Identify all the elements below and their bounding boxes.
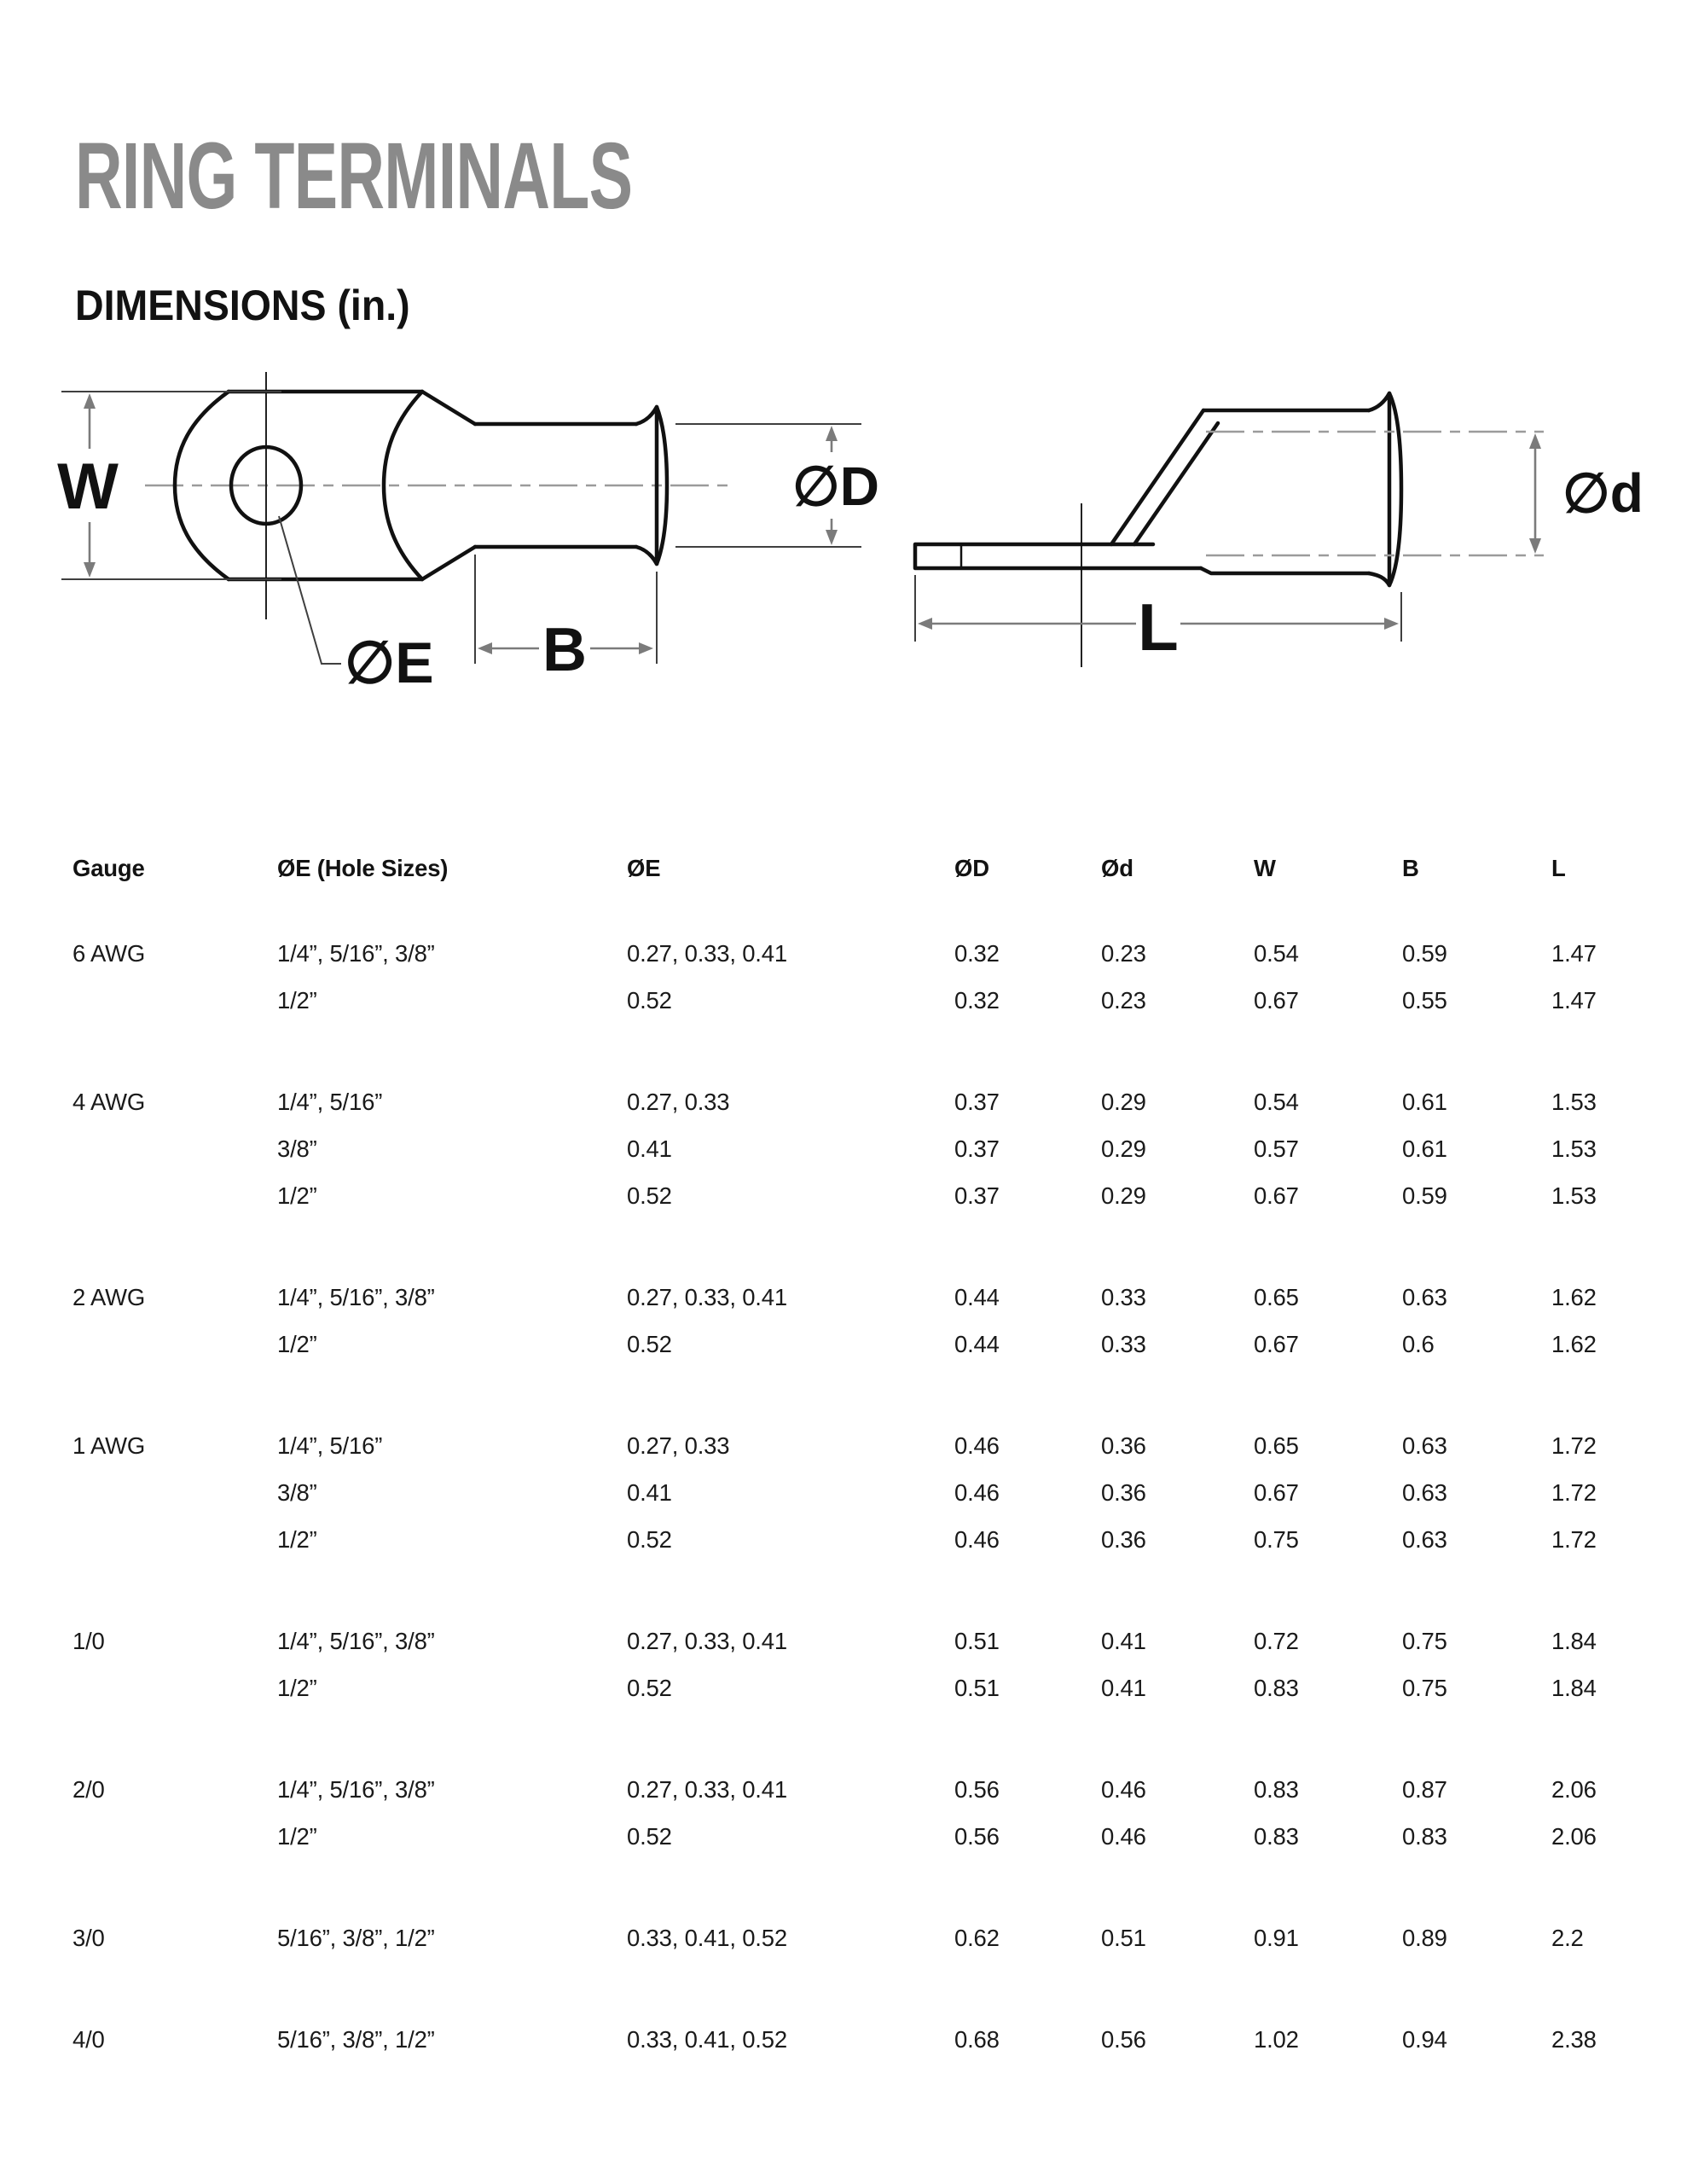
cell-od_lower: 0.33 (1101, 1283, 1146, 1310)
w-arrow-down (84, 562, 96, 578)
cell-od: 0.56 (954, 1822, 1000, 1850)
cell-b: 0.63 (1402, 1432, 1447, 1459)
cell-w: 0.65 (1254, 1432, 1299, 1459)
table-row (72, 1321, 1667, 1368)
table-row (72, 1766, 1667, 1813)
cell-w: 0.83 (1254, 1775, 1299, 1803)
cell-l: 1.62 (1551, 1330, 1597, 1357)
gauge-group (72, 1274, 1667, 1368)
cell-gauge: 1/0 (72, 1627, 105, 1654)
cell-oe: 0.52 (627, 986, 672, 1014)
cell-oe: 0.27, 0.33, 0.41 (627, 1775, 787, 1803)
gauge-group (72, 1914, 1667, 1961)
cell-l: 1.72 (1551, 1478, 1597, 1506)
table-row (72, 2016, 1667, 2063)
table-row (72, 1914, 1667, 1961)
cell-w: 0.72 (1254, 1627, 1299, 1654)
column-header-od: ØD (954, 854, 989, 881)
cell-l: 1.84 (1551, 1674, 1597, 1701)
cell-b: 0.61 (1402, 1135, 1447, 1162)
cell-l: 1.47 (1551, 986, 1597, 1014)
cell-hole_sizes: 1/4”, 5/16”, 3/8” (277, 939, 435, 967)
ring-terminal-side-view (915, 393, 1644, 667)
cell-gauge: 6 AWG (72, 939, 146, 967)
gauge-group (72, 1618, 1667, 1711)
cell-od: 0.46 (954, 1525, 1000, 1553)
cell-b: 0.6 (1402, 1330, 1435, 1357)
gauge-group (72, 1078, 1667, 1219)
cell-b: 0.63 (1402, 1283, 1447, 1310)
cell-oe: 0.52 (627, 1330, 672, 1357)
table-row (72, 1125, 1667, 1172)
cell-l: 2.06 (1551, 1775, 1597, 1803)
cell-od: 0.37 (954, 1182, 1000, 1209)
cell-w: 0.75 (1254, 1525, 1299, 1553)
oe-label: ∅E (345, 630, 434, 695)
cell-b: 0.63 (1402, 1525, 1447, 1553)
cell-b: 0.94 (1402, 2025, 1447, 2053)
cell-oe: 0.27, 0.33, 0.41 (627, 1627, 787, 1654)
cell-hole_sizes: 1/4”, 5/16” (277, 1088, 383, 1115)
w-arrow-up (84, 393, 96, 409)
b-arrow-right (639, 642, 653, 654)
cell-od: 0.37 (954, 1135, 1000, 1162)
cell-gauge: 1 AWG (72, 1432, 146, 1459)
cell-l: 1.72 (1551, 1432, 1597, 1459)
cell-od: 0.46 (954, 1432, 1000, 1459)
cell-od: 0.32 (954, 939, 1000, 967)
od-lower-label: ∅d (1562, 462, 1644, 524)
cell-l: 2.38 (1551, 2025, 1597, 2053)
cell-w: 0.67 (1254, 1182, 1299, 1209)
cell-gauge: 2/0 (72, 1775, 105, 1803)
gauge-group (72, 1422, 1667, 1563)
cell-gauge: 4 AWG (72, 1088, 146, 1115)
cell-w: 0.54 (1254, 1088, 1299, 1115)
cell-od: 0.51 (954, 1674, 1000, 1701)
table-row (72, 1422, 1667, 1469)
w-label: W (57, 450, 119, 523)
cell-od_lower: 0.46 (1101, 1822, 1146, 1850)
cell-w: 0.91 (1254, 1924, 1299, 1951)
od-lower-arrow-up (1529, 433, 1541, 449)
cell-oe: 0.27, 0.33 (627, 1432, 730, 1459)
cell-od_lower: 0.41 (1101, 1674, 1146, 1701)
table-row (72, 1618, 1667, 1664)
cell-b: 0.83 (1402, 1822, 1447, 1850)
cell-oe: 0.52 (627, 1674, 672, 1701)
cell-w: 0.67 (1254, 1330, 1299, 1357)
column-header-b: B (1402, 854, 1419, 881)
cell-hole_sizes: 1/2” (277, 1525, 317, 1553)
cell-hole_sizes: 1/4”, 5/16”, 3/8” (277, 1775, 435, 1803)
cell-od: 0.46 (954, 1478, 1000, 1506)
palm-diagonals (1111, 410, 1218, 544)
table-row (72, 1516, 1667, 1563)
od-lower-arrow-down (1529, 538, 1541, 554)
column-header-oe: ØE (627, 854, 661, 881)
cell-od: 0.37 (954, 1088, 1000, 1115)
table-row (72, 1813, 1667, 1860)
dimensions-table (72, 845, 1667, 2063)
l-label: L (1138, 590, 1179, 665)
cell-od: 0.44 (954, 1330, 1000, 1357)
cell-b: 0.75 (1402, 1674, 1447, 1701)
table-row (72, 1274, 1667, 1321)
cell-od: 0.44 (954, 1283, 1000, 1310)
cell-od_lower: 0.46 (1101, 1775, 1146, 1803)
cell-b: 0.61 (1402, 1088, 1447, 1115)
cell-hole_sizes: 1/4”, 5/16” (277, 1432, 383, 1459)
cell-od: 0.32 (954, 986, 1000, 1014)
cell-hole_sizes: 1/2” (277, 1182, 317, 1209)
cell-oe: 0.33, 0.41, 0.52 (627, 2025, 787, 2053)
od-arrow-up (826, 426, 838, 441)
cell-gauge: 2 AWG (72, 1283, 146, 1310)
cell-od_lower: 0.41 (1101, 1627, 1146, 1654)
cell-b: 0.87 (1402, 1775, 1447, 1803)
cell-l: 1.53 (1551, 1088, 1597, 1115)
cell-w: 0.83 (1254, 1674, 1299, 1701)
column-header-hole_sizes: ØE (Hole Sizes) (277, 854, 449, 881)
cell-l: 2.06 (1551, 1822, 1597, 1850)
cell-b: 0.89 (1402, 1924, 1447, 1951)
cell-w: 0.65 (1254, 1283, 1299, 1310)
cell-hole_sizes: 5/16”, 3/8”, 1/2” (277, 1924, 435, 1951)
section-heading: DIMENSIONS (in.) (75, 282, 410, 329)
cell-od_lower: 0.36 (1101, 1432, 1146, 1459)
gauge-group (72, 2016, 1667, 2063)
barrel-bottom-edge (1201, 568, 1369, 573)
cell-l: 1.62 (1551, 1283, 1597, 1310)
page-title: RING TERMINALS (75, 124, 633, 229)
cell-od_lower: 0.33 (1101, 1330, 1146, 1357)
cell-oe: 0.41 (627, 1478, 672, 1506)
cell-b: 0.63 (1402, 1478, 1447, 1506)
cell-od: 0.56 (954, 1775, 1000, 1803)
cell-od_lower: 0.23 (1101, 939, 1146, 967)
b-arrow-left (478, 642, 492, 654)
cell-w: 0.67 (1254, 986, 1299, 1014)
cell-oe: 0.52 (627, 1525, 672, 1553)
table-row (72, 1469, 1667, 1516)
column-header-od_lower: Ød (1101, 854, 1133, 881)
ring-terminal-front-view (57, 372, 879, 695)
column-header-gauge: Gauge (72, 854, 145, 881)
cell-b: 0.59 (1402, 1182, 1447, 1209)
cell-l: 1.47 (1551, 939, 1597, 967)
cell-l: 1.53 (1551, 1182, 1597, 1209)
cell-od: 0.68 (954, 2025, 1000, 2053)
cell-oe: 0.52 (627, 1182, 672, 1209)
cell-od_lower: 0.29 (1101, 1135, 1146, 1162)
cell-hole_sizes: 1/2” (277, 1674, 317, 1701)
cell-od_lower: 0.29 (1101, 1088, 1146, 1115)
cell-w: 0.57 (1254, 1135, 1299, 1162)
cell-w: 0.54 (1254, 939, 1299, 967)
dimension-diagrams (0, 358, 1687, 836)
l-arrow-left (918, 618, 932, 630)
cell-od: 0.62 (954, 1924, 1000, 1951)
cell-w: 1.02 (1254, 2025, 1299, 2053)
b-label: B (542, 616, 587, 684)
cell-l: 1.72 (1551, 1525, 1597, 1553)
cell-l: 1.84 (1551, 1627, 1597, 1654)
column-header-w: W (1254, 854, 1276, 881)
oe-leader-line (279, 516, 341, 664)
tongue-outline (915, 544, 1201, 568)
cell-od_lower: 0.36 (1101, 1478, 1146, 1506)
cell-hole_sizes: 3/8” (277, 1478, 317, 1506)
cell-b: 0.55 (1402, 986, 1447, 1014)
cell-b: 0.59 (1402, 939, 1447, 967)
cell-od_lower: 0.36 (1101, 1525, 1146, 1553)
cell-od: 0.51 (954, 1627, 1000, 1654)
cell-hole_sizes: 1/4”, 5/16”, 3/8” (277, 1283, 435, 1310)
table-row (72, 977, 1667, 1024)
table-row (72, 1664, 1667, 1711)
cell-hole_sizes: 1/2” (277, 1330, 317, 1357)
cell-oe: 0.27, 0.33, 0.41 (627, 1283, 787, 1310)
cell-hole_sizes: 3/8” (277, 1135, 317, 1162)
cell-od_lower: 0.56 (1101, 2025, 1146, 2053)
cell-oe: 0.33, 0.41, 0.52 (627, 1924, 787, 1951)
cell-oe: 0.27, 0.33, 0.41 (627, 939, 787, 967)
table-row (72, 1172, 1667, 1219)
table-body (72, 930, 1667, 2063)
cell-gauge: 3/0 (72, 1924, 105, 1951)
od-arrow-down (826, 530, 838, 545)
gauge-group (72, 1766, 1667, 1860)
cell-oe: 0.41 (627, 1135, 672, 1162)
cell-w: 0.67 (1254, 1478, 1299, 1506)
od-label: ∅D (792, 456, 879, 517)
cell-od_lower: 0.29 (1101, 1182, 1146, 1209)
cell-gauge: 4/0 (72, 2025, 105, 2053)
cell-l: 1.53 (1551, 1135, 1597, 1162)
column-header-l: L (1551, 854, 1566, 881)
gauge-group (72, 930, 1667, 1024)
cell-od_lower: 0.51 (1101, 1924, 1146, 1951)
table-header-row (72, 845, 1667, 892)
table-row (72, 1078, 1667, 1125)
cell-oe: 0.52 (627, 1822, 672, 1850)
cell-hole_sizes: 5/16”, 3/8”, 1/2” (277, 2025, 435, 2053)
cell-od_lower: 0.23 (1101, 986, 1146, 1014)
cell-l: 2.2 (1551, 1924, 1584, 1951)
cell-hole_sizes: 1/2” (277, 986, 317, 1014)
l-arrow-right (1384, 618, 1399, 630)
cell-w: 0.83 (1254, 1822, 1299, 1850)
cell-hole_sizes: 1/4”, 5/16”, 3/8” (277, 1627, 435, 1654)
table-row (72, 930, 1667, 977)
cell-hole_sizes: 1/2” (277, 1822, 317, 1850)
cell-b: 0.75 (1402, 1627, 1447, 1654)
cell-oe: 0.27, 0.33 (627, 1088, 730, 1115)
